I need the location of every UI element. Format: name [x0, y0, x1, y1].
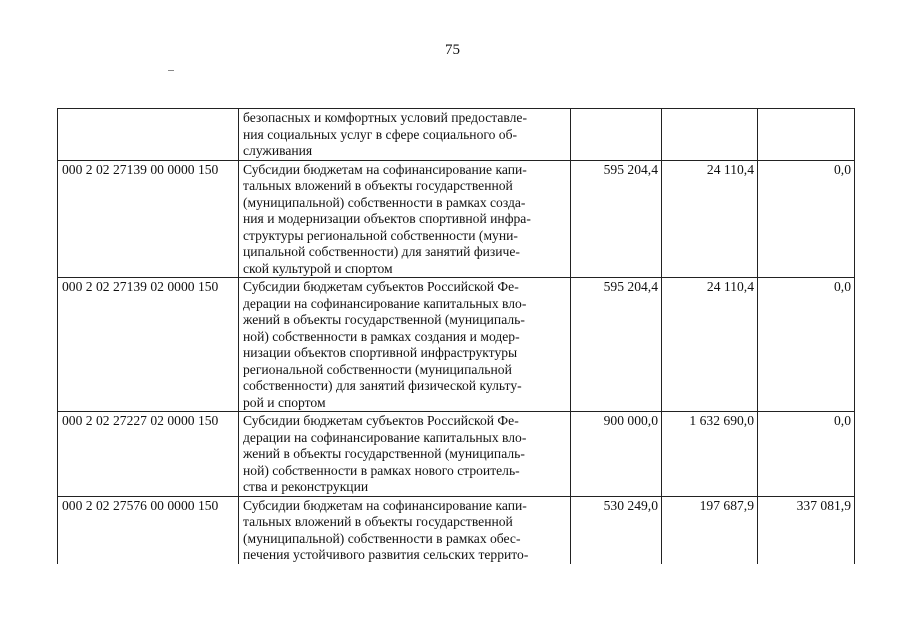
description-line: рой и спортом	[243, 394, 326, 410]
table-body	[58, 109, 855, 564]
description-line: печения устойчивого развития сельских террито-	[243, 547, 529, 562]
description-line: Субсидии бюджетам на софинансирование капи-	[243, 161, 527, 177]
description-line: тальных вложений в объекты государственной	[243, 514, 513, 529]
amount-v3-cell	[758, 109, 855, 161]
description-line: Субсидии бюджетам на софинансирование капи-	[243, 497, 527, 513]
description-line: Субсидии бюджетам субъектов Российской Фе-	[243, 413, 519, 428]
budget-table	[57, 108, 855, 564]
description-line: ной) собственности в рамках создания и модер-	[243, 328, 520, 344]
table-row	[58, 109, 855, 161]
description-cell	[239, 496, 571, 564]
description-line: дерации на софинансирование капитальных вло-	[243, 429, 527, 445]
amount-v2-cell	[662, 109, 758, 161]
description-cell	[239, 412, 571, 497]
budget-code-cell: 000 2 02 27576 00 0000 150	[58, 496, 239, 564]
amount-v3-cell: 337 081,9	[758, 496, 855, 564]
amount-v1-cell: 900 000,0	[571, 412, 662, 497]
description-line: Субсидии бюджетам субъектов Российской Фе-	[243, 279, 519, 294]
budget-code-cell	[58, 109, 239, 161]
page-number: 75	[445, 42, 460, 58]
description-line: служивания	[243, 143, 313, 158]
table-row	[58, 160, 855, 278]
description-line: жений в объекты государственной (муниципаль-	[243, 446, 525, 461]
description-line: ства и реконструкции	[243, 479, 369, 494]
amount-v2-cell: 24 110,4	[662, 160, 758, 278]
amount-v1-cell: 595 204,4	[571, 278, 662, 412]
description-cell	[239, 160, 571, 278]
budget-code-cell: 000 2 02 27139 02 0000 150	[58, 278, 239, 412]
budget-code-cell: 000 2 02 27227 02 0000 150	[58, 412, 239, 497]
amount-v3-cell: 0,0	[758, 278, 855, 412]
description-line: ной) собственности в рамках нового строитель-	[243, 462, 520, 478]
table-row	[58, 278, 855, 412]
table-row	[58, 496, 855, 564]
description-line: ципальной собственности) для занятий физиче-	[243, 244, 520, 259]
description-line: дерации на софинансирование капитальных вло-	[243, 295, 527, 311]
description-line: собственности) для занятий физической культу-	[243, 378, 522, 393]
amount-v3-cell: 0,0	[758, 160, 855, 278]
description-line: низации объектов спортивной инфраструктуры	[243, 345, 518, 360]
amount-v1-cell: 530 249,0	[571, 496, 662, 564]
description-line: жений в объекты государственной (муниципаль-	[243, 312, 525, 327]
description-line: структуры региональной собственности (муни-	[243, 227, 518, 243]
table-row	[58, 412, 855, 497]
description-line: ния социальных услуг в сфере социального об-	[243, 126, 518, 142]
amount-v2-cell: 24 110,4	[662, 278, 758, 412]
description-line: (муниципальной) собственности в рамках обес-	[243, 530, 521, 546]
scan-mark	[168, 70, 174, 71]
amount-v2-cell: 197 687,9	[662, 496, 758, 564]
amount-v1-cell: 595 204,4	[571, 160, 662, 278]
amount-v1-cell	[571, 109, 662, 161]
description-line: тальных вложений в объекты государственной	[243, 178, 513, 193]
description-line: региональной собственности (муниципальной	[243, 361, 512, 377]
description-cell	[239, 109, 571, 161]
description-line: безопасных и комфортных условий предоставле-	[243, 110, 527, 125]
description-line: ния и модернизации объектов спортивной инфра-	[243, 211, 531, 226]
amount-v3-cell: 0,0	[758, 412, 855, 497]
description-line: (муниципальной) собственности в рамках созда-	[243, 194, 526, 210]
budget-code-cell: 000 2 02 27139 00 0000 150	[58, 160, 239, 278]
description-cell	[239, 278, 571, 412]
amount-v2-cell: 1 632 690,0	[662, 412, 758, 497]
description-line: ской культурой и спортом	[243, 260, 393, 276]
